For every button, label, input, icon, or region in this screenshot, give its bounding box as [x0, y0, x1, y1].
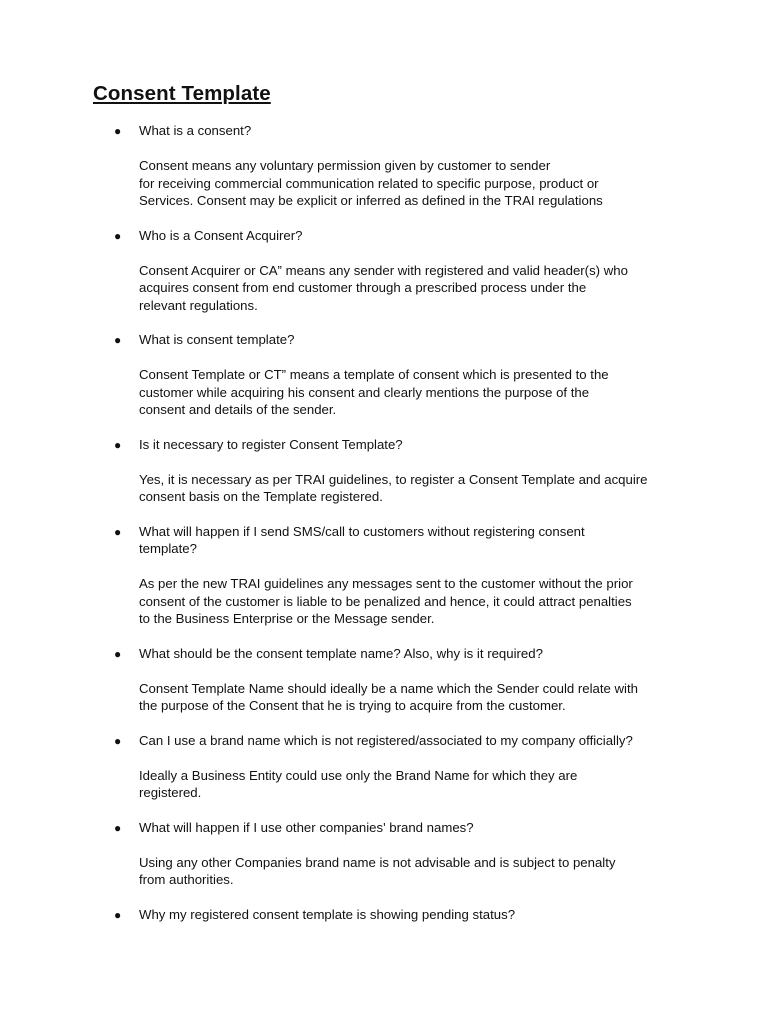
faq-question-row — [0, 227, 768, 245]
bullet-icon: ● — [114, 333, 122, 347]
faq-answer: Ideally a Business Entity could use only the Brand Name for which they are registered. — [139, 767, 578, 800]
bullet-icon: ● — [114, 124, 122, 138]
faq-item — [0, 732, 768, 802]
faq-question: What will happen if I use other companies' brand names? — [139, 819, 474, 835]
faq-answer: Consent means any voluntary permission given by customer to sender for receiving commercial communication related to specific purpose, product or Services. Consent may be explicit or inferred as defined in the TRAI regulations — [139, 158, 603, 208]
faq-question-row — [0, 436, 768, 454]
faq-question-row — [0, 122, 768, 140]
bullet-icon: ● — [114, 437, 122, 452]
bullet-icon: ● — [114, 228, 122, 243]
faq-answer: Consent Acquirer or CA” means any sender with registered and valid header(s) who acquires consent from end customer through a prescribed process under the relevant regulations. — [139, 262, 628, 313]
faq-question-row — [0, 331, 768, 349]
faq-item — [0, 122, 768, 210]
faq-item — [0, 227, 768, 315]
faq-question: What should be the consent template name? Also, why is it required? — [139, 645, 543, 661]
bullet-icon: ● — [114, 733, 122, 748]
faq-question: Who is a Consent Acquirer? — [139, 227, 303, 243]
faq-question: Is it necessary to register Consent Template? — [139, 436, 403, 452]
faq-question: What will happen if I send SMS/call to customers without registering consent template? — [139, 523, 585, 556]
bullet-icon: ● — [114, 524, 122, 539]
faq-answer: Consent Template Name should ideally be a name which the Sender could relate with the purpose of the Consent that he is trying to acquire from the customer. — [139, 680, 638, 713]
faq-question-row — [0, 523, 768, 558]
faq-question-row — [0, 732, 768, 750]
faq-question: Can I use a brand name which is not registered/associated to my company officially? — [139, 732, 633, 748]
faq-item — [0, 331, 768, 419]
faq-item — [0, 436, 768, 506]
faq-answer: As per the new TRAI guidelines any messages sent to the customer without the prior consent of the customer is liable to be penalized and hence, it could attract penalties to the Business Enterprise or the Message sender. — [139, 576, 633, 626]
bullet-icon: ● — [114, 820, 122, 835]
faq-item — [0, 645, 768, 715]
faq-question: What is consent template? — [139, 332, 295, 347]
page-title: Consent Template — [93, 82, 271, 105]
faq-list — [0, 122, 768, 940]
faq-item — [0, 906, 768, 924]
bullet-icon: ● — [114, 646, 122, 661]
faq-question-row — [0, 819, 768, 837]
faq-item — [0, 523, 768, 628]
faq-question: Why my registered consent template is showing pending status? — [139, 906, 516, 922]
faq-answer: Yes, it is necessary as per TRAI guidelines, to register a Consent Template and acquire consent basis on the Template registered. — [139, 471, 648, 504]
faq-item — [0, 819, 768, 889]
faq-answer: Consent Template or CT” means a template of consent which is presented to the customer while acquiring his consent and clearly mentions the purpose of the consent and details of the sender. — [139, 367, 609, 417]
faq-question-row — [0, 645, 768, 663]
faq-question-row — [0, 906, 768, 924]
faq-answer: Using any other Companies brand name is not advisable and is subject to penalty from authorities. — [139, 854, 616, 887]
faq-question: What is a consent? — [139, 123, 252, 138]
bullet-icon: ● — [114, 907, 122, 922]
